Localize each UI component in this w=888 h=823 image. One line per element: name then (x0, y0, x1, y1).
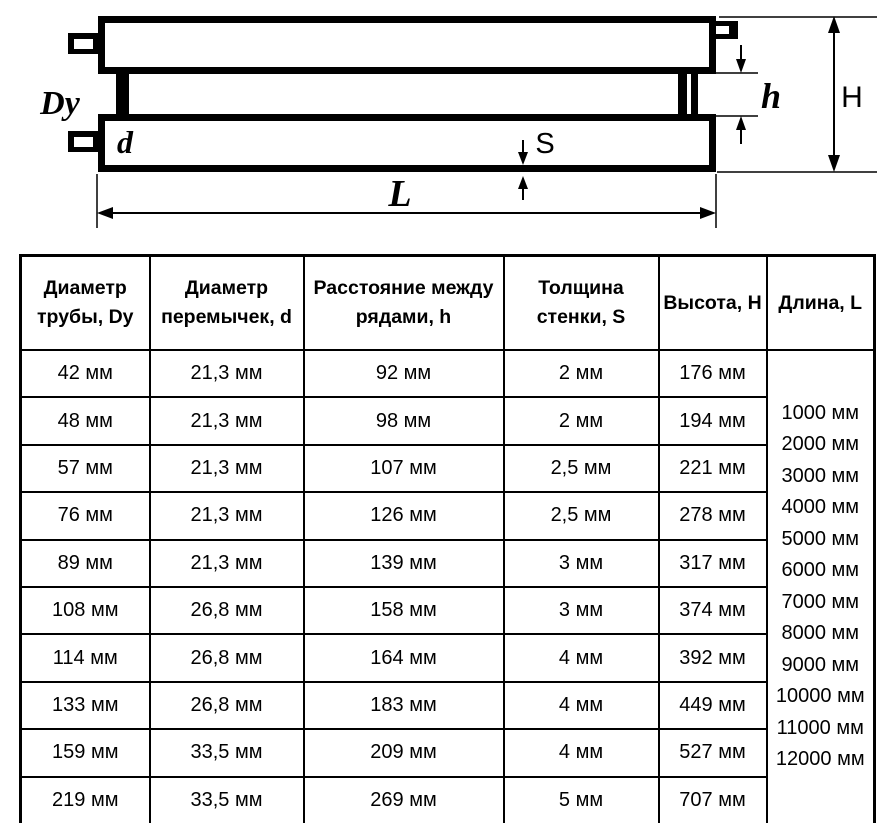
cell-dy: 133 мм (21, 682, 150, 729)
cell-d: 33,5 мм (150, 729, 304, 776)
label-height: H (841, 81, 863, 114)
label-pipe-diameter: Dy (40, 85, 80, 122)
cell-dy: 42 мм (21, 350, 150, 397)
table-row (21, 492, 875, 539)
bottom-pipe (98, 114, 716, 172)
length-option: 1000 мм (781, 401, 860, 424)
cell-height: 707 мм (659, 777, 767, 823)
header-row-spacing: Расстояние между рядами, h (304, 256, 504, 351)
cell-d: 26,8 мм (150, 634, 304, 681)
cell-lengths (767, 350, 875, 823)
length-option: 2000 мм (781, 433, 860, 456)
cell-d: 33,5 мм (150, 777, 304, 823)
cell-s: 3 мм (504, 540, 659, 587)
cell-h: 139 мм (304, 540, 504, 587)
cell-s: 4 мм (504, 729, 659, 776)
top-right-stub (714, 21, 738, 39)
label-row-spacing: h (760, 76, 782, 116)
cell-h: 92 мм (304, 350, 504, 397)
table-row (21, 350, 875, 397)
cell-d: 21,3 мм (150, 492, 304, 539)
cell-height: 527 мм (659, 729, 767, 776)
cell-d: 21,3 мм (150, 350, 304, 397)
bottom-left-stub (68, 131, 98, 152)
cell-s: 4 мм (504, 634, 659, 681)
length-option: 10000 мм (775, 685, 865, 708)
cell-h: 269 мм (304, 777, 504, 823)
table-row (21, 682, 875, 729)
cell-h: 107 мм (304, 445, 504, 492)
length-option: 3000 мм (781, 464, 860, 487)
header-wall-thickness: Толщина стенки, S (504, 256, 659, 351)
cell-h: 209 мм (304, 729, 504, 776)
length-option: 9000 мм (781, 653, 860, 676)
cell-d: 26,8 мм (150, 682, 304, 729)
label-jumper-diameter: d (117, 124, 133, 160)
cell-h: 164 мм (304, 634, 504, 681)
left-jumper-pipe (116, 74, 129, 114)
table-row (21, 587, 875, 634)
cell-dy: 108 мм (21, 587, 150, 634)
cell-s: 5 мм (504, 777, 659, 823)
table-row (21, 634, 875, 681)
cell-height: 278 мм (659, 492, 767, 539)
length-option: 8000 мм (781, 622, 860, 645)
cell-h: 183 мм (304, 682, 504, 729)
cell-d: 21,3 мм (150, 540, 304, 587)
cell-d: 21,3 мм (150, 445, 304, 492)
cell-dy: 48 мм (21, 397, 150, 444)
cell-s: 3 мм (504, 587, 659, 634)
cell-dy: 76 мм (21, 492, 150, 539)
table-row (21, 540, 875, 587)
length-option: 6000 мм (781, 559, 860, 582)
cell-height: 317 мм (659, 540, 767, 587)
cell-dy: 114 мм (21, 634, 150, 681)
table-header-row (21, 256, 875, 351)
table-row (21, 397, 875, 444)
table-row (21, 777, 875, 823)
cell-h: 126 мм (304, 492, 504, 539)
label-length: L (388, 173, 412, 215)
cell-dy: 89 мм (21, 540, 150, 587)
length-option: 4000 мм (781, 496, 860, 519)
cell-s: 2 мм (504, 397, 659, 444)
right-jumper-pipe (678, 74, 698, 114)
header-pipe-diameter: Диаметр трубы, Dy (21, 256, 150, 351)
label-wall-thickness: S (535, 128, 555, 160)
header-jumper-diameter: Диаметр перемычек, d (150, 256, 304, 351)
length-option: 11000 мм (776, 716, 864, 739)
table-row (21, 445, 875, 492)
top-left-stub (68, 33, 98, 54)
length-option: 5000 мм (781, 527, 860, 550)
cell-s: 2,5 мм (504, 492, 659, 539)
dimensions-table (19, 254, 876, 823)
cell-s: 2,5 мм (504, 445, 659, 492)
cell-d: 26,8 мм (150, 587, 304, 634)
length-option: 12000 мм (775, 748, 865, 771)
dimension-h (716, 45, 758, 144)
cell-height: 449 мм (659, 682, 767, 729)
cell-height: 392 мм (659, 634, 767, 681)
cell-dy: 57 мм (21, 445, 150, 492)
cell-dy: 159 мм (21, 729, 150, 776)
cell-s: 2 мм (504, 350, 659, 397)
cell-height: 374 мм (659, 587, 767, 634)
cell-s: 4 мм (504, 682, 659, 729)
register-pipe-diagram (0, 0, 888, 246)
length-option: 7000 мм (781, 590, 860, 613)
cell-h: 98 мм (304, 397, 504, 444)
top-pipe (98, 16, 716, 74)
cell-dy: 219 мм (21, 777, 150, 823)
cell-d: 21,3 мм (150, 397, 304, 444)
header-length: Длина, L (767, 256, 875, 351)
cell-h: 158 мм (304, 587, 504, 634)
cell-height: 176 мм (659, 350, 767, 397)
header-height: Высота, H (659, 256, 767, 351)
cell-height: 221 мм (659, 445, 767, 492)
cell-height: 194 мм (659, 397, 767, 444)
table-row (21, 729, 875, 776)
